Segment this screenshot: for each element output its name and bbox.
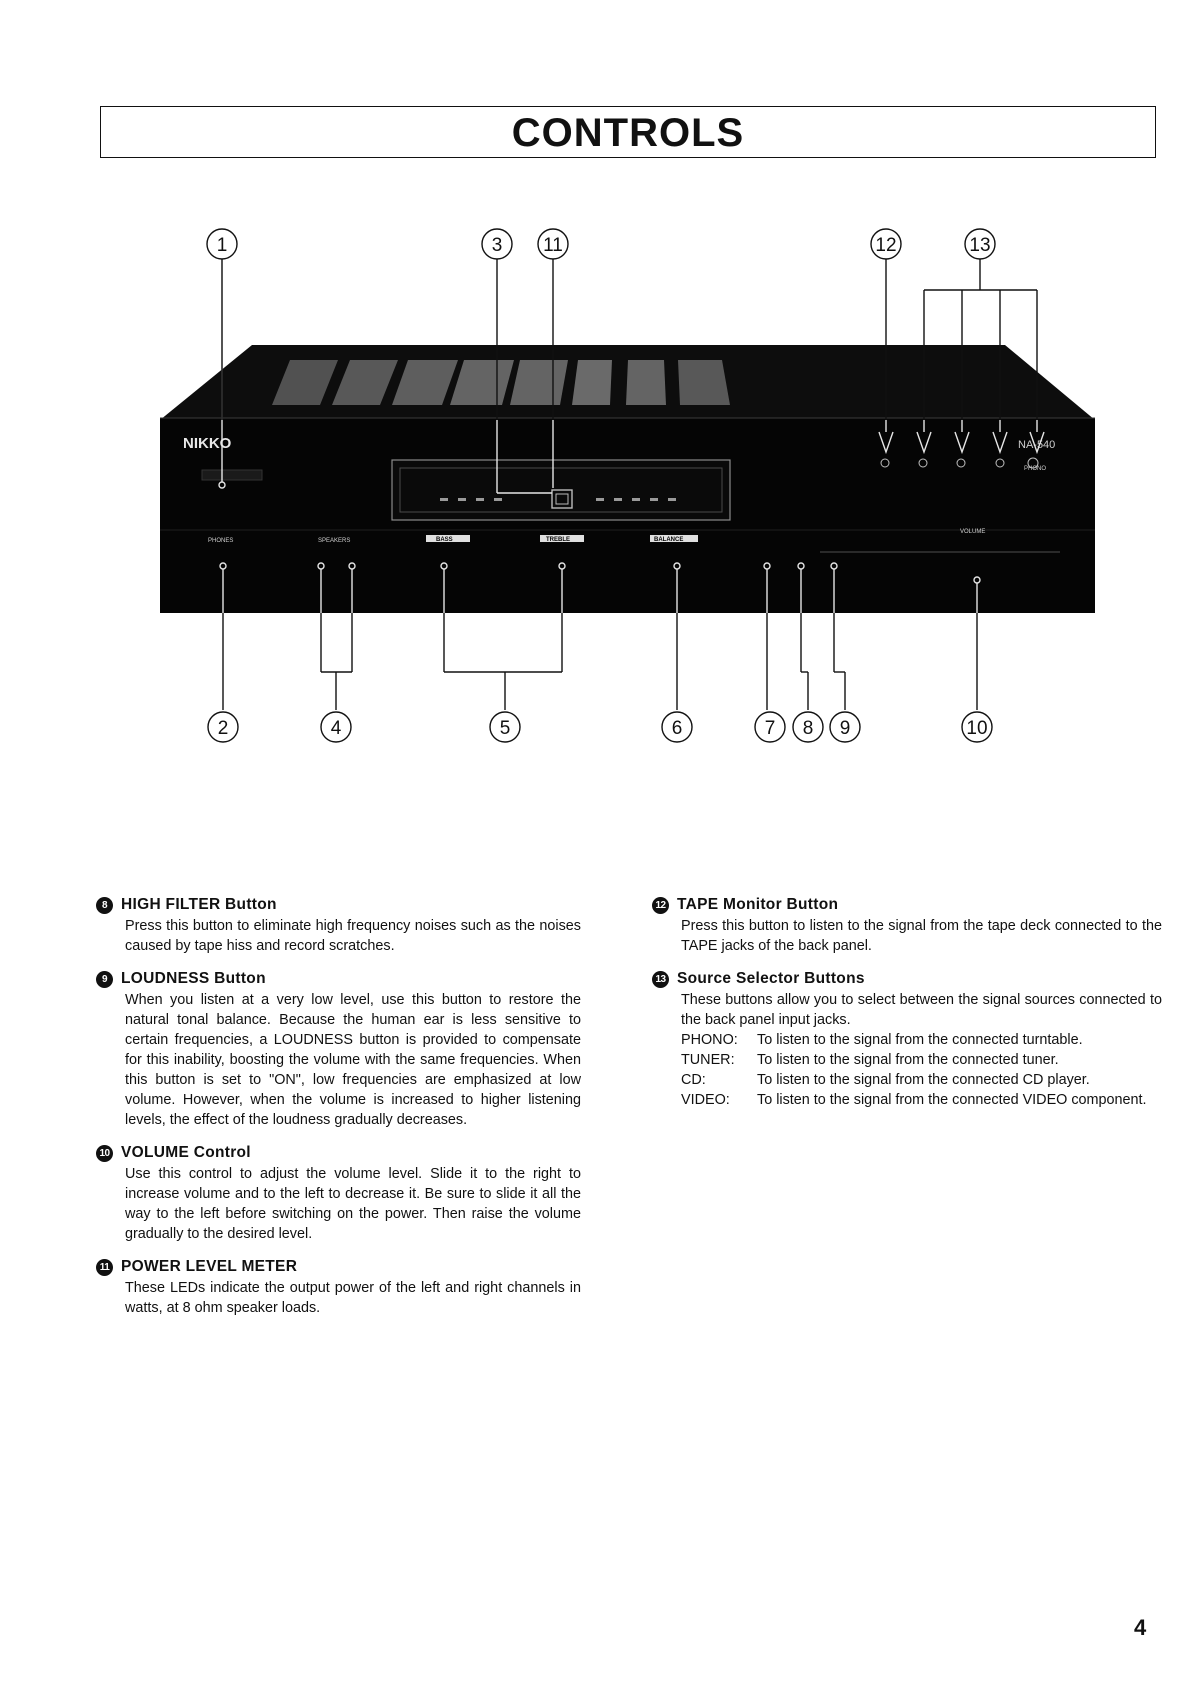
callout-number-7: 7 bbox=[764, 718, 776, 739]
item-body: When you listen at a very low level, use this button to restore the natural tonal balance. Because the human ear is less sensitive to certain frequencies, a LOUDNESS button is provided to compensate for this inability, boosting the volume with the same frequencies. When this button is set to "ON", low frequencies are emphasized at low volume. However, when the volume is increased to higher listening levels, the effect of the loudness gradually decreases. bbox=[125, 992, 581, 1128]
item-body: These buttons allow you to select between the signal sources connected to the back panel input jacks. bbox=[681, 992, 1162, 1028]
item-body: Use this control to adjust the volume level. Slide it to the right to increase volume and to the left to decrease it. Be sure to slide it all the way to the left before switching on the power. Then raise the volume gradually to the desired level. bbox=[125, 1166, 581, 1242]
page-title: CONTROLS bbox=[511, 111, 745, 155]
source-row bbox=[681, 1070, 1162, 1090]
source-description: To listen to the signal from the connected turntable. bbox=[757, 1032, 1083, 1048]
page-number: 4 bbox=[1134, 1615, 1147, 1640]
source-row bbox=[681, 1050, 1162, 1070]
callout-number-6: 6 bbox=[671, 718, 683, 739]
item-title: TAPE Monitor Button bbox=[677, 896, 839, 913]
item-body: Press this button to listen to the signal from the tape deck connected to the TAPE jacks of the back panel. bbox=[681, 918, 1162, 954]
svg-text:SPEAKERS: SPEAKERS bbox=[318, 538, 351, 544]
right-column bbox=[652, 895, 1162, 1123]
svg-text:VOLUME: VOLUME bbox=[960, 529, 986, 535]
item-title: LOUDNESS Button bbox=[121, 970, 266, 987]
source-name: VIDEO: bbox=[681, 1092, 730, 1108]
power-switch bbox=[202, 470, 262, 480]
svg-text:PHONES: PHONES bbox=[208, 538, 234, 544]
item-number-badge: 13 bbox=[652, 971, 669, 988]
source-name: PHONO: bbox=[681, 1032, 738, 1048]
callout-number-11: 11 bbox=[543, 235, 563, 256]
callout-number-12: 12 bbox=[875, 235, 897, 256]
callout-number-5: 5 bbox=[499, 718, 511, 739]
model-logo: NA-540 bbox=[1018, 439, 1056, 451]
svg-text:BASS: BASS bbox=[436, 537, 453, 543]
svg-text:PHONO: PHONO bbox=[1024, 466, 1047, 472]
source-description: To listen to the signal from the connected tuner. bbox=[757, 1052, 1059, 1068]
callout-number-10: 10 bbox=[966, 718, 988, 739]
brand-logo: NIKKO bbox=[183, 435, 232, 452]
item-source-selector bbox=[652, 969, 1162, 1110]
item-high-filter bbox=[96, 895, 581, 956]
source-description: To listen to the signal from the connected VIDEO component. bbox=[757, 1092, 1147, 1108]
item-body: Press this button to eliminate high frequency noises such as the noises caused by tape hiss and record scratches. bbox=[125, 918, 581, 954]
item-number-badge: 9 bbox=[96, 971, 113, 988]
source-name: CD: bbox=[681, 1072, 706, 1088]
source-row bbox=[681, 1090, 1162, 1110]
svg-text:BALANCE: BALANCE bbox=[654, 537, 684, 543]
source-list bbox=[652, 1030, 1162, 1110]
callout-number-8: 8 bbox=[802, 718, 814, 739]
source-row bbox=[681, 1030, 1162, 1050]
source-description: To listen to the signal from the connected CD player. bbox=[757, 1072, 1090, 1088]
amplifier-front-panel-diagram bbox=[0, 0, 1191, 790]
item-title: VOLUME Control bbox=[121, 1144, 251, 1161]
item-power-level-meter bbox=[96, 1257, 581, 1318]
item-number-badge: 11 bbox=[96, 1259, 113, 1276]
item-title: POWER LEVEL METER bbox=[121, 1258, 298, 1275]
level-meter-center-indicator bbox=[552, 490, 572, 508]
svg-text:TREBLE: TREBLE bbox=[546, 537, 570, 543]
left-column bbox=[96, 895, 581, 1331]
source-name: TUNER: bbox=[681, 1052, 735, 1068]
callout-number-2: 2 bbox=[217, 718, 229, 739]
callout-number-1: 1 bbox=[216, 235, 228, 256]
item-loudness bbox=[96, 969, 581, 1130]
item-volume-control bbox=[96, 1143, 581, 1244]
item-tape-monitor bbox=[652, 895, 1162, 956]
item-number-badge: 8 bbox=[96, 897, 113, 914]
tone-control-labels bbox=[426, 535, 698, 543]
item-number-badge: 12 bbox=[652, 897, 669, 914]
item-title: Source Selector Buttons bbox=[677, 970, 865, 987]
callout-number-4: 4 bbox=[330, 718, 342, 739]
callout-number-9: 9 bbox=[839, 718, 851, 739]
item-number-badge: 10 bbox=[96, 1145, 113, 1162]
item-body: These LEDs indicate the output power of the left and right channels in watts, at 8 ohm speaker loads. bbox=[125, 1280, 581, 1316]
item-title: HIGH FILTER Button bbox=[121, 896, 277, 913]
callout-number-3: 3 bbox=[491, 235, 503, 256]
callout-number-13: 13 bbox=[969, 235, 991, 256]
